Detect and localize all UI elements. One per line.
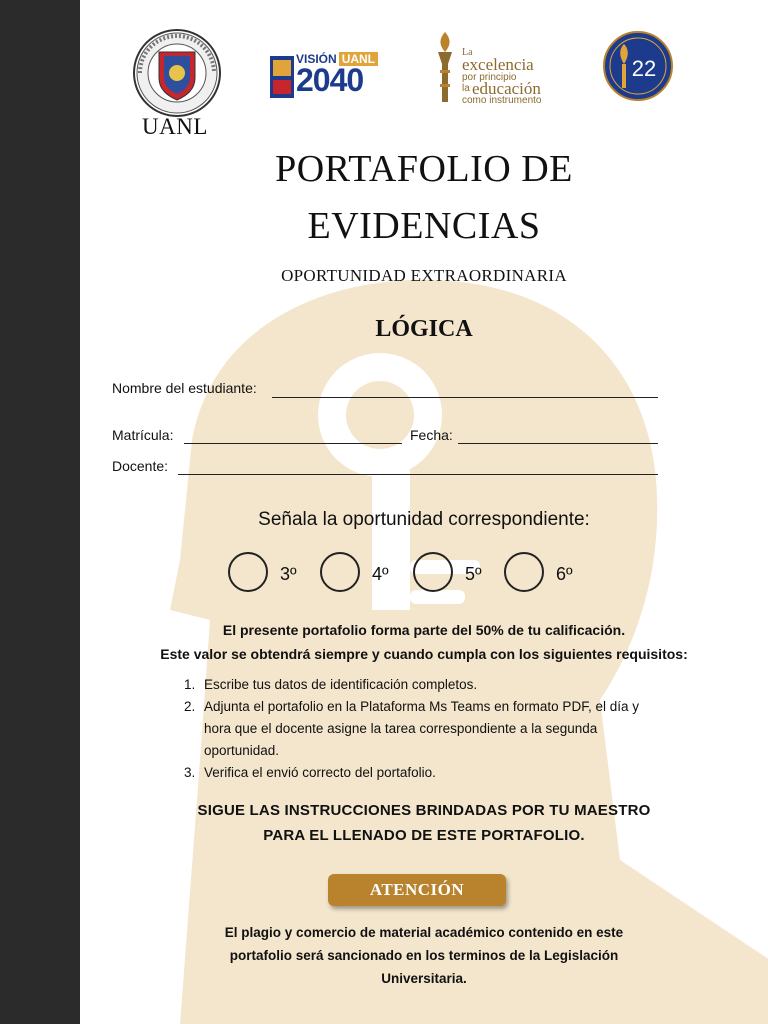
anniversary-22-logo-icon: [602, 30, 674, 102]
list-item-text: Verifica el envió correcto del portafolio.: [204, 765, 436, 780]
excelencia-line3: por principio: [462, 72, 517, 83]
vision-2040-logo: [270, 52, 382, 102]
option-circle-icon[interactable]: [504, 552, 544, 592]
student-name-field[interactable]: [272, 397, 658, 398]
excelencia-logo: [432, 30, 582, 110]
fecha-field[interactable]: [458, 443, 658, 444]
instructions-line1: SIGUE LAS INSTRUCCIONES BRINDADAS POR TU MAESTRO: [197, 802, 651, 819]
document-title-line1: PORTAFOLIO DE: [275, 148, 573, 190]
uanl-seal-icon: [132, 28, 222, 118]
docente-label: Docente:: [112, 458, 169, 474]
grade-note-line1: El presente portafolio forma parte del 50% de tu calificación.: [222, 622, 626, 638]
vision-top-text: VISIÓN: [296, 52, 337, 66]
fecha-label: Fecha:: [410, 427, 453, 443]
option-circle-icon[interactable]: [413, 552, 453, 592]
vision-year: 2040: [296, 62, 364, 98]
list-item-text: Adjunta el portafolio en la Plataforma Ms Teams en formato PDF, el día y hora que el docente asigne la tarea correspondiente a la segunda oportunidad.: [204, 699, 639, 758]
excelencia-line5: educación: [472, 79, 541, 98]
list-item: [184, 696, 664, 762]
option-label: 3º: [280, 564, 297, 584]
grade-note-line2: Este valor se obtendrá siempre y cuando cumpla con los siguientes requisitos:: [160, 646, 688, 662]
document-page: [80, 0, 768, 1024]
header-logos: [80, 0, 768, 140]
option-circle-icon[interactable]: [320, 552, 360, 592]
docente-field[interactable]: [178, 474, 658, 475]
excelencia-line1: La: [462, 47, 473, 58]
excelencia-line6: como instrumento: [462, 95, 542, 106]
excelencia-line2: excelencia: [462, 55, 534, 74]
document-title-line2: EVIDENCIAS: [307, 205, 541, 247]
list-item-number: 1.: [184, 677, 196, 692]
list-item-number: 2.: [184, 699, 196, 714]
list-item-number: 3.: [184, 765, 196, 780]
uanl-abbr: UANL: [142, 114, 208, 139]
list-item: [184, 762, 664, 784]
option-label: 4º: [372, 564, 389, 584]
excelencia-line4: la: [462, 83, 470, 94]
left-dark-margin: [0, 0, 80, 1024]
option-circle-icon[interactable]: [228, 552, 268, 592]
vision-emblem-icon: [270, 56, 294, 98]
vision-badge: UANL: [339, 52, 378, 66]
student-name-label: Nombre del estudiante:: [112, 380, 257, 396]
attention-badge: ATENCIÓN: [328, 874, 506, 906]
requirements-list: [184, 674, 664, 784]
option-label: 5º: [465, 564, 482, 584]
list-item-text: Escribe tus datos de identificación completos.: [204, 677, 478, 692]
subject-title: LÓGICA: [375, 316, 473, 342]
plagiarism-warning-line3: Universitaria.: [381, 971, 467, 986]
opportunity-heading: Señala la oportunidad correspondiente:: [258, 509, 590, 530]
matricula-label: Matrícula:: [112, 427, 174, 443]
instructions-line2: PARA EL LLENADO DE ESTE PORTAFOLIO.: [263, 827, 585, 844]
anniversary-number: 22: [631, 56, 657, 81]
document-subtitle: OPORTUNIDAD EXTRAORDINARIA: [281, 266, 567, 285]
plagiarism-warning-line1: El plagio y comercio de material académico contenido en este: [224, 925, 624, 940]
plagiarism-warning-line2: portafolio será sancionado en los terminos de la Legislación: [229, 948, 619, 963]
matricula-field[interactable]: [184, 443, 402, 444]
list-item: [184, 674, 664, 696]
option-label: 6º: [556, 564, 573, 584]
torch-icon: [432, 30, 458, 106]
